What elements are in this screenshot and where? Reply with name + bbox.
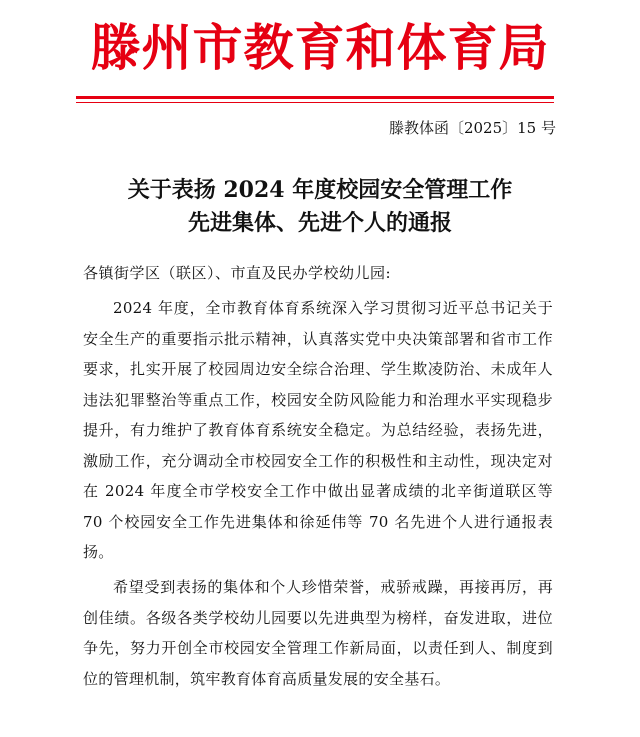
org-name-header: 滕州市教育和体育局 bbox=[90, 18, 550, 77]
body-paragraph-1: 2024 年度，全市教育体育系统深入学习贯彻习近平总书记关于安全生产的重要指示批示精神，认真落实党中央决策部署和省市工作要求，扎实开展了校园周边安全综合治理、学生欺凌防治、未成年人违法犯罪整治等重点工作，校园安全防风险能力和治理水平实现稳步提升，有力维护了教育体育系统安全稳定。为总结经验，表扬先进，激励工作，充分调动全市校园安全工作的积极性和主动性，现决定对在 2024 年度全市学校安全工作中做出显著成绩的北辛街道联区等 70 个校园安全工作先进集体和徐延伟等 70 名先进个人进行通报表扬。 bbox=[83, 299, 553, 561]
document-title-line-2: 先进集体、先进个人的通报 bbox=[187, 210, 452, 236]
document-title-line-1: 关于表扬 2024 年度校园安全管理工作 bbox=[127, 177, 513, 203]
header-divider-thin bbox=[76, 102, 554, 103]
document-number: 滕教体函〔2025〕15 号 bbox=[388, 119, 556, 137]
header-divider-thick bbox=[76, 96, 554, 99]
salutation: 各镇街学区（联区）、市直及民办学校幼儿园: bbox=[83, 264, 392, 282]
body-paragraph-2: 希望受到表扬的集体和个人珍惜荣誉，戒骄戒躁，再接再厉，再创佳绩。各级各类学校幼儿园要以先进典型为榜样，奋发进取，进位争先，努力开创全市校园安全管理工作新局面，以责任到人、制度到位的管理机制，筑牢教育体育高质量发展的安全基石。 bbox=[83, 578, 553, 688]
